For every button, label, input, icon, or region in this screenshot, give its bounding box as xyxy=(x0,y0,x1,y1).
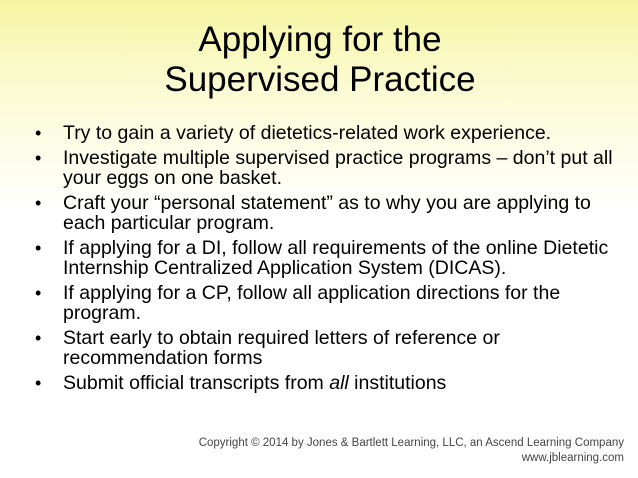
copyright-footer xyxy=(199,436,624,466)
bullet-text-end: institutions xyxy=(348,372,447,394)
bullet-item xyxy=(35,193,625,233)
slide-title-line-1: Applying for the xyxy=(198,20,442,59)
bullet-text: If applying for a CP, follow all application directions for the program. xyxy=(63,282,561,324)
bullet-item xyxy=(35,123,625,143)
bullet-item xyxy=(35,238,625,278)
bullet-icon: • xyxy=(35,238,42,258)
slide-title-line-2: Supervised Practice xyxy=(164,60,476,99)
bullet-item xyxy=(35,283,625,323)
bullet-icon: • xyxy=(35,283,42,303)
bullet-icon: • xyxy=(35,373,42,393)
bullet-item xyxy=(35,373,625,393)
bullet-item xyxy=(35,148,625,188)
bullet-text: Craft your “personal statement” as to why you are applying to each particular program. xyxy=(63,192,591,234)
bullet-text: If applying for a DI, follow all requirements of the online Dietetic Internship Centralized Application System (DICAS). xyxy=(63,237,609,279)
bullet-icon: • xyxy=(35,193,42,213)
slide-title xyxy=(120,20,520,100)
bullet-text: Try to gain a variety of dietetics-related work experience. xyxy=(63,122,552,144)
bullet-text: Investigate multiple supervised practice programs – don’t put all your eggs on one basket. xyxy=(63,147,613,189)
copyright-text: Copyright © 2014 by Jones & Bartlett Learning, LLC, an Ascend Learning Company xyxy=(198,437,624,449)
bullet-icon: • xyxy=(35,148,42,168)
bullet-list xyxy=(35,123,625,398)
bullet-text: Start early to obtain required letters of reference or recommendation forms xyxy=(63,327,500,369)
bullet-icon: • xyxy=(35,123,42,143)
bullet-icon: • xyxy=(35,328,42,348)
bullet-emphasis: all xyxy=(329,372,349,394)
publisher-url: www.jblearning.com xyxy=(521,452,624,464)
bullet-text: Submit official transcripts from xyxy=(63,372,330,394)
bullet-item xyxy=(35,328,625,368)
